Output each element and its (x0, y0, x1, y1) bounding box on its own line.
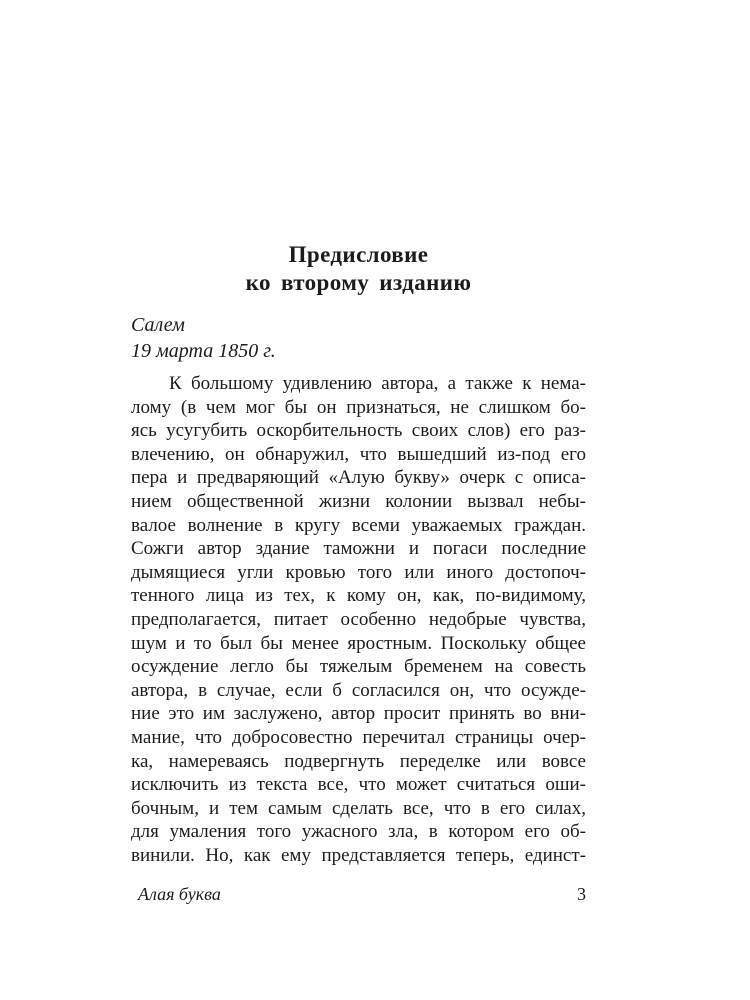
running-footer (138, 884, 586, 905)
body-line: Сожги автор здание таможни и погаси последние (131, 538, 586, 560)
running-title: Алая буква (138, 884, 221, 904)
chapter-title (131, 241, 586, 297)
body-line: тенного лица из тех, к кому он, как, по-видимому, (131, 585, 586, 607)
dateline-date: 19 марта 1850 г. (131, 340, 276, 362)
body-line: валое волнение в кругу всеми уважаемых граждан. (131, 514, 586, 536)
page-number: 3 (577, 884, 586, 904)
body-line: предполагается, питает особенно недобрые чувства, (131, 608, 586, 630)
body-line: дымящиеся угли кровью того или иного достопоч- (131, 561, 586, 583)
body-line: лому (в чем мог бы он признаться, не слишком бо- (131, 396, 586, 418)
body-line: пера и предваряющий «Алую букву» очерк с описа- (131, 467, 586, 489)
body-line: ясь усугубить оскорбительность своих слов) его раз- (131, 420, 586, 442)
body-line: бочным, и тем самым сделать все, что в его силах, (131, 797, 586, 819)
dateline (131, 312, 586, 364)
body-line: винили. Но, как ему представляется теперь, единст- (131, 844, 586, 866)
body-line: ние это им заслужено, автор просит принять во вни- (131, 703, 586, 725)
body-line: нием общественной жизни колонии вызвал небы- (131, 490, 586, 512)
body-line: исключить из текста все, что может считаться оши- (131, 774, 586, 796)
text-column (131, 0, 586, 867)
dateline-place: Салем (131, 314, 185, 336)
body-line: мание, что добросовестно перечитал страницы очер- (131, 726, 586, 748)
body-line: ка, намереваясь подвергнуть переделке или вовсе (131, 750, 586, 772)
body-text (131, 372, 586, 867)
body-line: для умаления того ужасного зла, в котором его об- (131, 821, 586, 843)
chapter-title-line-2: ко второму изданию (245, 270, 472, 295)
body-line: К большому удивлению автора, а также к нема- (169, 373, 586, 394)
body-line: осуждение легло бы тяжелым бременем на совесть (131, 656, 586, 678)
chapter-title-line-1: Предисловие (288, 242, 429, 267)
body-line: шум и то был бы менее яростным. Поскольку общее (131, 632, 586, 654)
body-line: автора, в случае, если б согласился он, что осужде- (131, 679, 586, 701)
body-line: влечению, он обнаружил, что вышедший из-под его (131, 443, 586, 465)
